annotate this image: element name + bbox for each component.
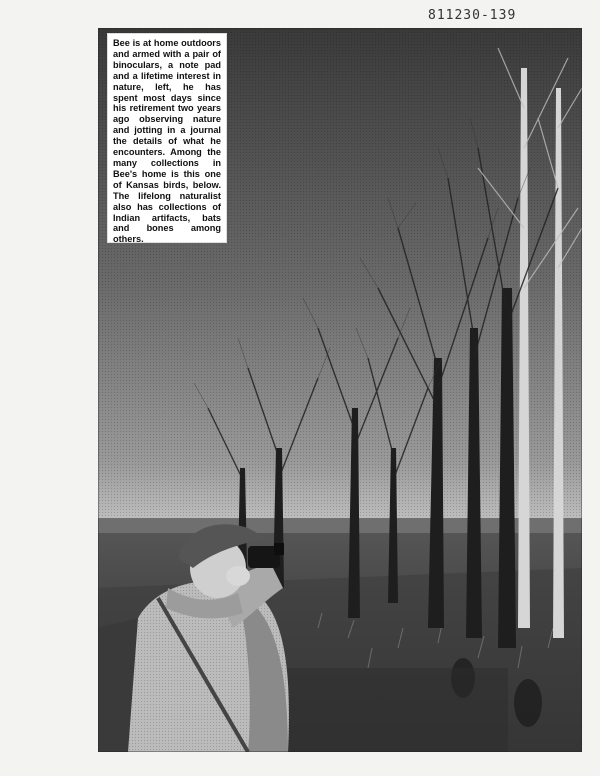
archive-id: 811230-139: [428, 8, 517, 23]
photo-caption: Bee is at home outdoors and armed with a pair of binoculars, a note pad and a lifetime interest in nature, left, he has spent most days since his retirement two years ago observing nature and jotting in a journal the details of what he encounters. Among the many collections in Bee's home is this one of Kansas birds, below. The lifelong naturalist also has collections of Indian artifacts, bats and bones among others.: [107, 33, 227, 243]
